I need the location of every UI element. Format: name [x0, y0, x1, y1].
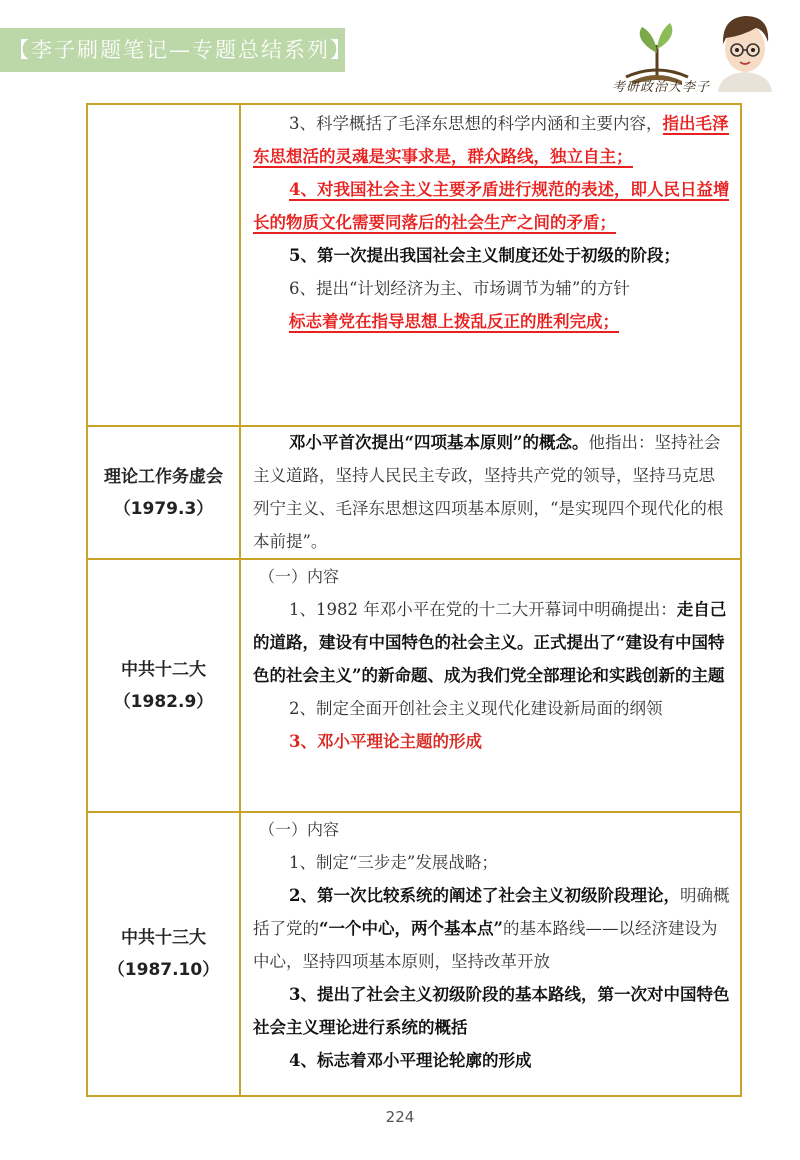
paragraph: “一个中心，两个基本点”	[319, 919, 503, 938]
row-label-cell	[87, 104, 240, 426]
avatar-icon	[712, 8, 778, 92]
row-content-cell	[240, 812, 741, 1096]
history-table	[86, 103, 742, 1097]
banner-title: 【李子刷题笔记—专题总结系列】	[8, 38, 353, 62]
paragraph: 明确概括了党的	[253, 886, 730, 938]
paragraph: 的基本路线——以经济建设为中心，坚持四项基本原则，坚持改革开放	[253, 919, 718, 971]
paragraph: 1、制定“三步走”发展战略；	[289, 853, 498, 872]
paragraph: 6、提出“计划经济为主、市场调节为辅”的方针	[289, 279, 630, 298]
row-content-cell	[240, 426, 741, 559]
highlight-text: 指出毛泽东思想活的灵魂是实事求是，群众路线，独立自主；	[253, 114, 729, 166]
paragraph: 5、第一次提出我国社会主义制度还处于初级的阶段；	[289, 246, 680, 265]
highlight-text: 3、邓小平理论主题的形成	[289, 732, 482, 751]
paragraph: 4、标志着邓小平理论轮廓的形成	[289, 1051, 532, 1070]
row-content-cell	[240, 104, 741, 426]
table-row	[87, 559, 741, 812]
row-label-cell	[87, 559, 240, 812]
paragraph: 他指出：坚持社会主义道路，坚持人民民主专政，坚持共产党的领导，坚持马克思列宁主义、毛泽东思想这四项基本原则，“是实现四个现代化的根本前提”。	[253, 433, 724, 551]
row-date: （1979.3）	[113, 498, 214, 519]
row-title: 中共十二大	[121, 659, 206, 680]
header-banner	[0, 28, 353, 72]
logo-text: 考研政治大李子	[611, 80, 710, 95]
paragraph: 邓小平首次提出“四项基本原则”的概念。	[289, 433, 589, 452]
paragraph: 3、科学概括了毛泽东思想的科学内涵和主要内容，	[289, 114, 663, 133]
highlight-text: 标志着党在指导思想上拨乱反正的胜利完成；	[289, 312, 619, 331]
row-date: （1982.9）	[113, 691, 214, 712]
paragraph: 2、第一次比较系统的阐述了社会主义初级阶段理论，	[289, 886, 680, 905]
table-row	[87, 104, 741, 426]
paragraph: 1、1982 年邓小平在党的十二大开幕词中明确提出：	[289, 600, 677, 619]
paragraph: 3、提出了社会主义初级阶段的基本路线，第一次对中国特色社会主义理论进行系统的概括	[253, 985, 730, 1037]
row-title: 中共十三大	[121, 928, 206, 948]
paragraph: 2、制定全面开创社会主义现代化建设新局面的纲领	[289, 699, 663, 718]
row-content-cell	[240, 559, 741, 812]
table-row	[87, 812, 741, 1096]
table-row	[87, 426, 741, 559]
highlight-text: 4、对我国社会主义主要矛盾进行规范的表述，即人民日益增长的物质文化需要同落后的社会生产之间的矛盾；	[253, 180, 730, 232]
page-number: 224	[385, 1108, 415, 1126]
row-title: 理论工作务虚会	[104, 466, 223, 487]
row-label-cell	[87, 812, 240, 1096]
row-date: （1987.10）	[107, 960, 220, 980]
section-heading: （一）内容	[259, 820, 340, 839]
row-label-cell	[87, 426, 240, 559]
section-heading: （一）内容	[259, 567, 340, 586]
paragraph: 走自己的道路，建设有中国特色的社会主义。正式提出了“建设有中国特色的社会主义”的新命题、成为我们党全部理论和实践创新的主题	[253, 600, 727, 685]
